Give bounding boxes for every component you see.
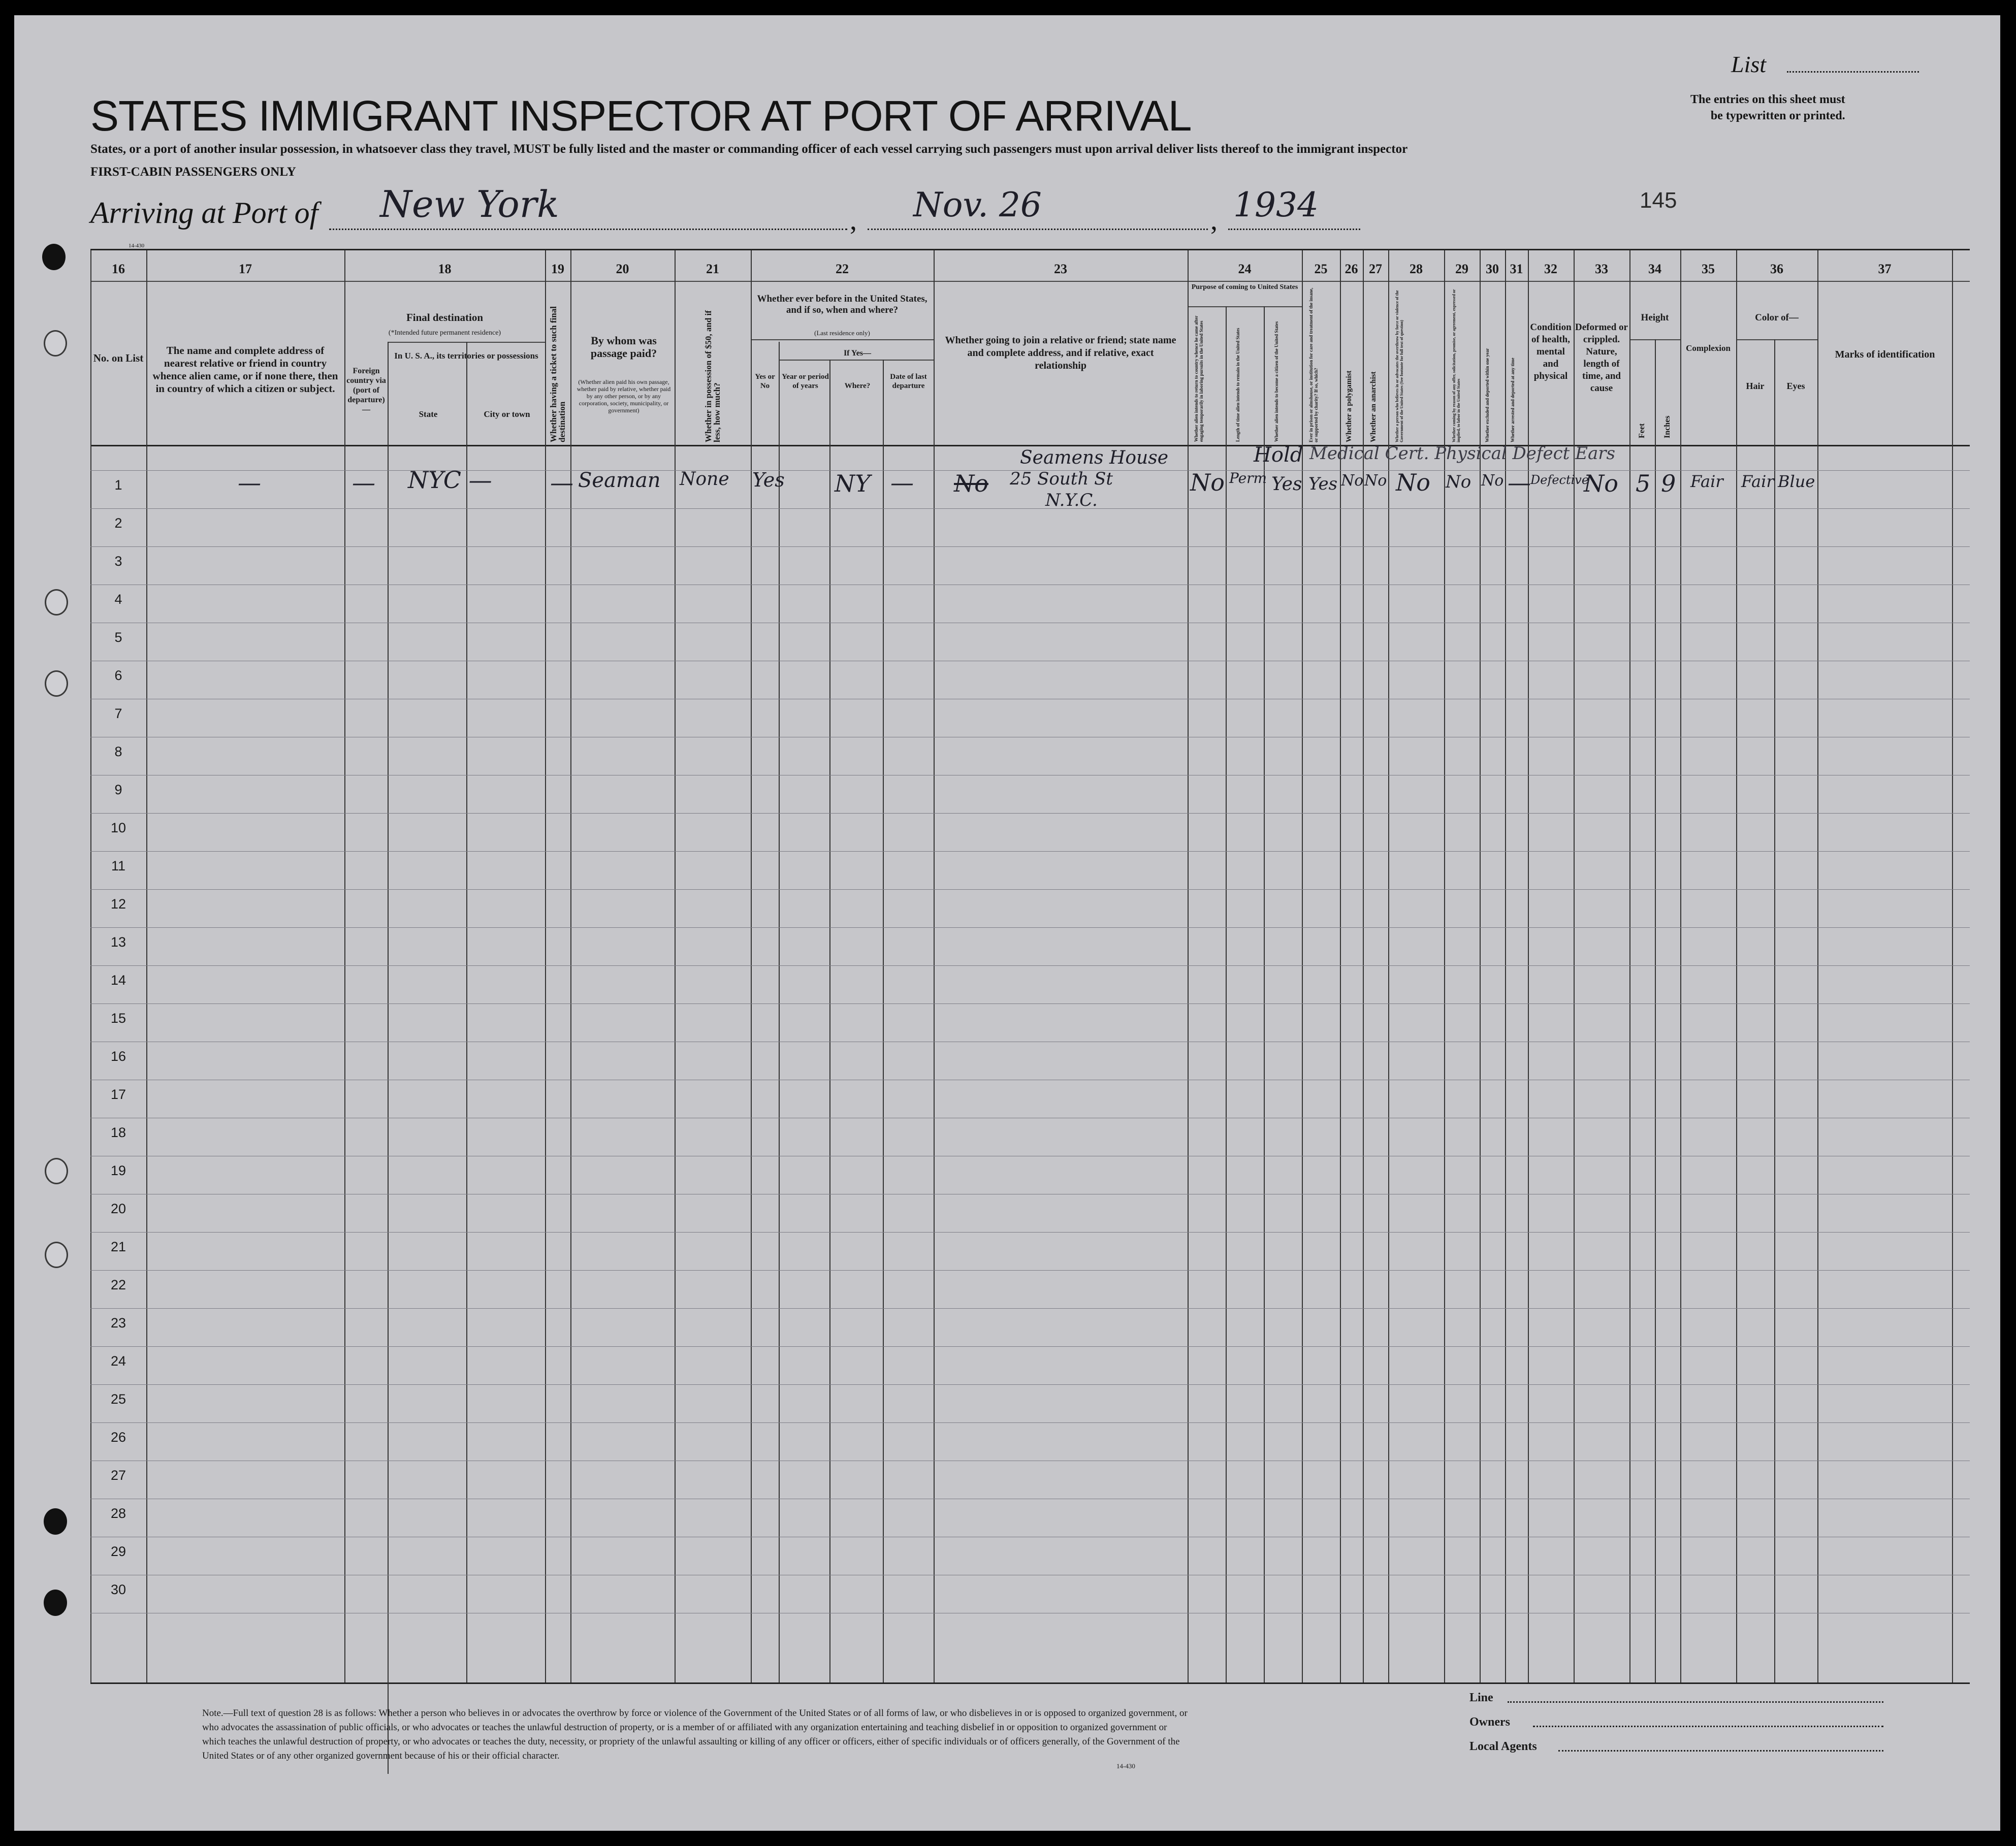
header-by-whom-paid-note: (Whether alien paid his own passage, whether paid by relative, whether paid by any other person, or by any corporation, society, municipality, or government): [577, 378, 671, 414]
row-number: 21: [110, 1239, 126, 1254]
col-line: [1188, 250, 1189, 1682]
line-label: Line: [1469, 1691, 1493, 1704]
col-line: [1817, 250, 1818, 1682]
entry-state-city: NYC —: [408, 466, 492, 494]
row-rule: [90, 851, 1970, 852]
col-num: 34: [1648, 262, 1661, 276]
col-line: [829, 360, 830, 1682]
manifest-sheet: [14, 15, 2000, 1831]
local-agents-field: [1558, 1750, 1883, 1752]
row-number: 26: [110, 1430, 126, 1445]
row-number: 27: [110, 1468, 126, 1483]
entry-join-struck: No: [954, 470, 988, 497]
col-line: [779, 342, 780, 1682]
row-number: 22: [110, 1277, 126, 1292]
col-num: 20: [616, 262, 629, 276]
row-rule: [90, 508, 1970, 509]
comma-2: ,: [1210, 205, 1218, 236]
header-purpose-a: Whether alien intends to return to country whence he came after engaging temporarily in laboring pursuits in the United States: [1194, 315, 1204, 442]
header-condition: Condition of health, mental and physical: [1530, 322, 1572, 381]
header-eyes: Eyes: [1786, 381, 1805, 391]
row-number: 17: [110, 1087, 126, 1102]
sub-rule-24: [1188, 306, 1302, 307]
col-line: [146, 250, 147, 1682]
col-num: 23: [1054, 262, 1067, 276]
header-height: Height: [1641, 312, 1669, 323]
row-number: 5: [114, 630, 122, 645]
col-line: [1680, 250, 1681, 1682]
typed-note-line-1: The entries on this sheet must: [1690, 93, 1845, 106]
entry-citizen: Yes: [1271, 474, 1302, 495]
row-number: 4: [114, 592, 122, 607]
entry-feet: 5: [1636, 470, 1651, 497]
row-rule: [90, 889, 1970, 890]
header-purpose: Purpose of coming to United States: [1191, 283, 1298, 291]
row-number: 30: [110, 1582, 126, 1597]
row-number: 20: [110, 1201, 126, 1216]
col-num: 18: [438, 262, 452, 276]
header-anarchist: Whether an anarchist: [1369, 371, 1378, 442]
header-purpose-c: Whether alien intends to become a citizen of the United States: [1274, 321, 1279, 442]
row-rule: [90, 813, 1970, 814]
header-join-relative: Whether going to join a relative or friend; state name and complete address, and if relative, exact relationship: [945, 335, 1176, 371]
entry-q30: No: [1481, 472, 1504, 490]
col-line: [388, 342, 389, 1774]
date-line: [868, 229, 1208, 230]
entry-hair: Fair: [1741, 472, 1774, 491]
entry-join-relative-3: N.Y.C.: [1045, 490, 1098, 510]
col-line: [934, 250, 935, 1682]
punch-hole: [45, 589, 68, 616]
header-feet: Feet: [1638, 423, 1646, 438]
entry-where: NY: [835, 470, 871, 497]
entry-relative: —: [238, 469, 261, 496]
punch-hole: [44, 330, 67, 357]
date-value: Nov. 26: [913, 185, 1042, 224]
col-line: [466, 342, 467, 1682]
typed-note: [1690, 91, 1845, 124]
col-line: [1444, 250, 1445, 1682]
sub-rule-22b: [779, 360, 934, 361]
entry-ever-before: Yes: [752, 469, 785, 491]
row-number: 2: [114, 515, 122, 531]
row-rule: [90, 1232, 1970, 1233]
row-rule: [90, 1384, 1970, 1385]
col-line: [1574, 250, 1575, 1682]
col-num: 31: [1510, 262, 1523, 276]
col-line: [1629, 250, 1630, 1682]
punch-hole: [45, 1158, 68, 1184]
row-rule: [90, 1003, 1970, 1004]
row-number: 6: [114, 668, 122, 683]
entry-polygamist: No: [1341, 472, 1364, 490]
punch-hole: [44, 1508, 67, 1535]
row-number: 3: [114, 554, 122, 569]
header-date-departure: Date of last departure: [890, 373, 927, 390]
col-line: [1480, 250, 1481, 1682]
col-line: [751, 250, 752, 1682]
col-line: [344, 250, 345, 1682]
punch-hole: [42, 244, 66, 270]
entry-eyes: Blue: [1778, 472, 1815, 491]
row-rule: [90, 1308, 1970, 1309]
header-inches: Inches: [1663, 415, 1672, 438]
year-line: [1228, 229, 1360, 230]
header-purpose-b: Length of time alien intends to remain in the United States: [1235, 328, 1240, 442]
header-color-of: Color of—: [1755, 312, 1799, 323]
row-number: 16: [110, 1049, 126, 1064]
header-if-yes: If Yes—: [843, 349, 872, 358]
sub-rule-22a: [751, 339, 934, 340]
header-line-1: [90, 281, 1970, 282]
header-q29: Whether coming by reason of any offer, solicitation, promise, or agreement, expressed or implied, to labor in the United States: [1452, 289, 1461, 442]
row-number: 18: [110, 1125, 126, 1140]
header-where: Where?: [844, 382, 871, 390]
entry-q28: No: [1396, 469, 1430, 496]
entry-complexion: Fair: [1690, 472, 1723, 491]
col-num: 26: [1345, 262, 1358, 276]
col-num: 19: [551, 262, 564, 276]
col-line: [1774, 339, 1775, 1682]
col-num: 36: [1770, 262, 1783, 276]
intro-text: States, or a port of another insular possession, in whatsoever class they travel, MUST be fully listed and the master or commanding officer of each vessel carrying such passengers must upon arrival deliver lists thereof to the immigrant inspector: [90, 142, 1408, 156]
header-q30: Whether excluded and deported within one year: [1485, 348, 1490, 442]
row-rule: [90, 1422, 1970, 1423]
typed-note-line-2: be typewritten or printed.: [1710, 109, 1845, 122]
header-complexion: Complexion: [1686, 343, 1731, 353]
col-num: 37: [1878, 262, 1892, 276]
header-hair: Hair: [1746, 381, 1765, 391]
manifest-table: [90, 249, 1970, 1684]
entry-return: No: [1190, 469, 1225, 496]
punch-hole: [45, 670, 68, 697]
header-possession-50: Whether in possession of $50, and if less, how much?: [703, 310, 722, 442]
header-last-residence: (Last residence only): [814, 329, 870, 337]
header-prison: Ever in prison or almshouse, or institution for care and treatment of the insane, or supported by charity? If so, which?: [1308, 287, 1319, 442]
entry-deformed: No: [1584, 470, 1618, 497]
header-final-destination-note: (*Intended future permanent residence): [388, 329, 501, 337]
row-number: 10: [110, 820, 126, 835]
col-num: 35: [1702, 262, 1715, 276]
col-num: 28: [1410, 262, 1423, 276]
col-line: [1528, 250, 1529, 1682]
owners-label: Owners: [1469, 1715, 1510, 1729]
col-line: [883, 360, 884, 1682]
row-number: 28: [110, 1506, 126, 1521]
local-agents-label: Local Agents: [1469, 1740, 1537, 1753]
entry-join-relative-2: 25 South St: [1010, 469, 1113, 489]
entry-overwrite: Medical Cert. Physical Defect Ears: [1309, 443, 1615, 464]
col-num: 27: [1369, 262, 1382, 276]
col-line: [675, 250, 676, 1682]
page-title: STATES IMMIGRANT INSPECTOR AT PORT OF ARRIVAL: [90, 92, 1192, 140]
entry-prison-note: Hold: [1254, 443, 1303, 467]
col-line: [1736, 250, 1737, 1682]
col-line: [1388, 250, 1389, 1682]
header-q28: Whether a person who believes in or advocates the overthrow by force or violence of the Government of the United States (See footnote for full text of question): [1395, 290, 1404, 442]
port-line: [329, 229, 847, 230]
row-number: 12: [110, 896, 126, 912]
row-number: 25: [110, 1391, 126, 1407]
header-year-period: Year or period of years: [782, 373, 829, 390]
row-number: 13: [110, 934, 126, 950]
header-q31: Whether arrested and deported at any time: [1510, 358, 1515, 442]
row-number: 1: [114, 477, 122, 493]
header-usa-territories: In U. S. A., its territories or possessions: [394, 351, 538, 361]
col-line: [1505, 250, 1506, 1682]
col-line: [1264, 306, 1265, 1682]
header-line-2: [90, 445, 1970, 446]
form-code-top: 14-430: [129, 243, 145, 249]
header-by-whom-paid: By whom was passage paid?: [590, 334, 657, 360]
row-number: 8: [114, 744, 122, 759]
col-num: 29: [1455, 262, 1468, 276]
header-no-on-list: No. on List: [93, 352, 144, 364]
row-number: 15: [110, 1011, 126, 1026]
header-final-destination: Final destination: [406, 311, 484, 323]
col-num: 16: [112, 262, 125, 276]
punch-hole: [45, 1242, 68, 1268]
entry-length-stay: Perm: [1229, 470, 1267, 487]
owners-field: [1533, 1726, 1883, 1727]
row-number: 11: [111, 858, 126, 873]
header-state: State: [419, 409, 438, 419]
entry-money: None: [680, 469, 729, 490]
entry-anarchist: No: [1364, 472, 1387, 490]
col-line: [1952, 250, 1953, 1682]
row-number: 29: [110, 1544, 126, 1559]
col-line: [1655, 339, 1656, 1682]
row-rule: [90, 546, 1970, 547]
col-line: [1226, 306, 1227, 1682]
footer-note: Note.—Full text of question 28 is as follows: Whether a person who believes in or advocates the overthrow by force or violence of the Government of the United States or of all forms of law, or who disbelieves in or is opposed to organized government, or who advocates the assassination of public officials, or who advocates or teaches the unlawful destruction of property, or is a member of or affiliated with any organization entertaining and teaching disbelief in or opposition to organized government or which teaches the unlawful destruction of property, or who advocates or teaches the duty, necessity, or propriety of the unlawful assaulting or killing of any officer or officers, either of specific individuals or of officers generally, of the Government of the United States or of any other organized government because of his or their official character.: [202, 1708, 1188, 1761]
col-num: 33: [1595, 262, 1608, 276]
list-label: List: [1731, 51, 1767, 77]
first-cabin-text: FIRST-CABIN PASSENGERS ONLY: [90, 165, 296, 179]
list-number-line: [1787, 71, 1919, 73]
entry-paid-by: Seaman: [578, 469, 661, 492]
col-num: 21: [706, 262, 719, 276]
header-marks: Marks of identification: [1835, 349, 1935, 360]
footer-form-code: 14-430: [1116, 1762, 1135, 1770]
col-num: 17: [239, 262, 252, 276]
sub-rule-36: [1736, 339, 1817, 340]
entry-condition: Defective: [1530, 473, 1589, 487]
entry-ticket: —: [550, 469, 573, 496]
entry-foreign-country: —: [352, 469, 375, 496]
row-rule: [90, 1346, 1970, 1347]
col-num: 22: [836, 262, 849, 276]
header-ever-before: Whether ever before in the United States, and if so, when and where?: [757, 294, 927, 315]
comma-1: ,: [850, 205, 857, 236]
col-line: [1340, 250, 1341, 1682]
row-number: 9: [114, 782, 122, 797]
header-foreign-country: Foreign country via (port of departure)—: [346, 367, 386, 414]
col-num: 30: [1486, 262, 1499, 276]
entry-date-departure: —: [890, 469, 914, 496]
col-num: 25: [1314, 262, 1328, 276]
header-polygamist: Whether a polygamist: [1345, 370, 1353, 442]
entry-q29: No: [1446, 472, 1471, 492]
port-value: New York: [380, 183, 559, 225]
row-number: 14: [110, 973, 126, 988]
year-value: 1934: [1233, 185, 1319, 224]
entry-inches: 9: [1661, 470, 1676, 497]
row-number: 23: [110, 1315, 126, 1331]
row-number: 19: [110, 1163, 126, 1178]
col-line: [545, 250, 546, 1682]
col-num: 24: [1238, 262, 1252, 276]
header-deformed: Deformed or crippled. Nature, length of time, and cause: [1575, 322, 1628, 394]
header-city: City or town: [484, 409, 530, 419]
entry-prison: Yes: [1308, 474, 1338, 494]
row-number: 7: [114, 706, 122, 721]
header-ticket: Whether having a ticket to such final destination: [549, 306, 567, 442]
line-field: [1508, 1701, 1883, 1703]
row-rule: [90, 927, 1970, 928]
row-number: 24: [110, 1353, 126, 1369]
row-rule: [90, 1270, 1970, 1271]
arriving-label: Arriving at Port of: [90, 196, 318, 230]
row-rule: [90, 965, 1970, 966]
col-line: [570, 250, 571, 1682]
entry-q31: —: [1508, 469, 1531, 496]
header-relative-address: The name and complete address of nearest relative or friend in country whence alien came, or if none there, then in country of which a citizen or subject.: [152, 344, 338, 395]
page-number: 145: [1640, 188, 1677, 213]
punch-hole: [44, 1590, 67, 1616]
header-yes-no: Yes or No: [755, 373, 775, 390]
col-num: 32: [1544, 262, 1557, 276]
entry-join-relative: Seamens House: [1020, 447, 1169, 468]
col-line: [1363, 250, 1364, 1682]
